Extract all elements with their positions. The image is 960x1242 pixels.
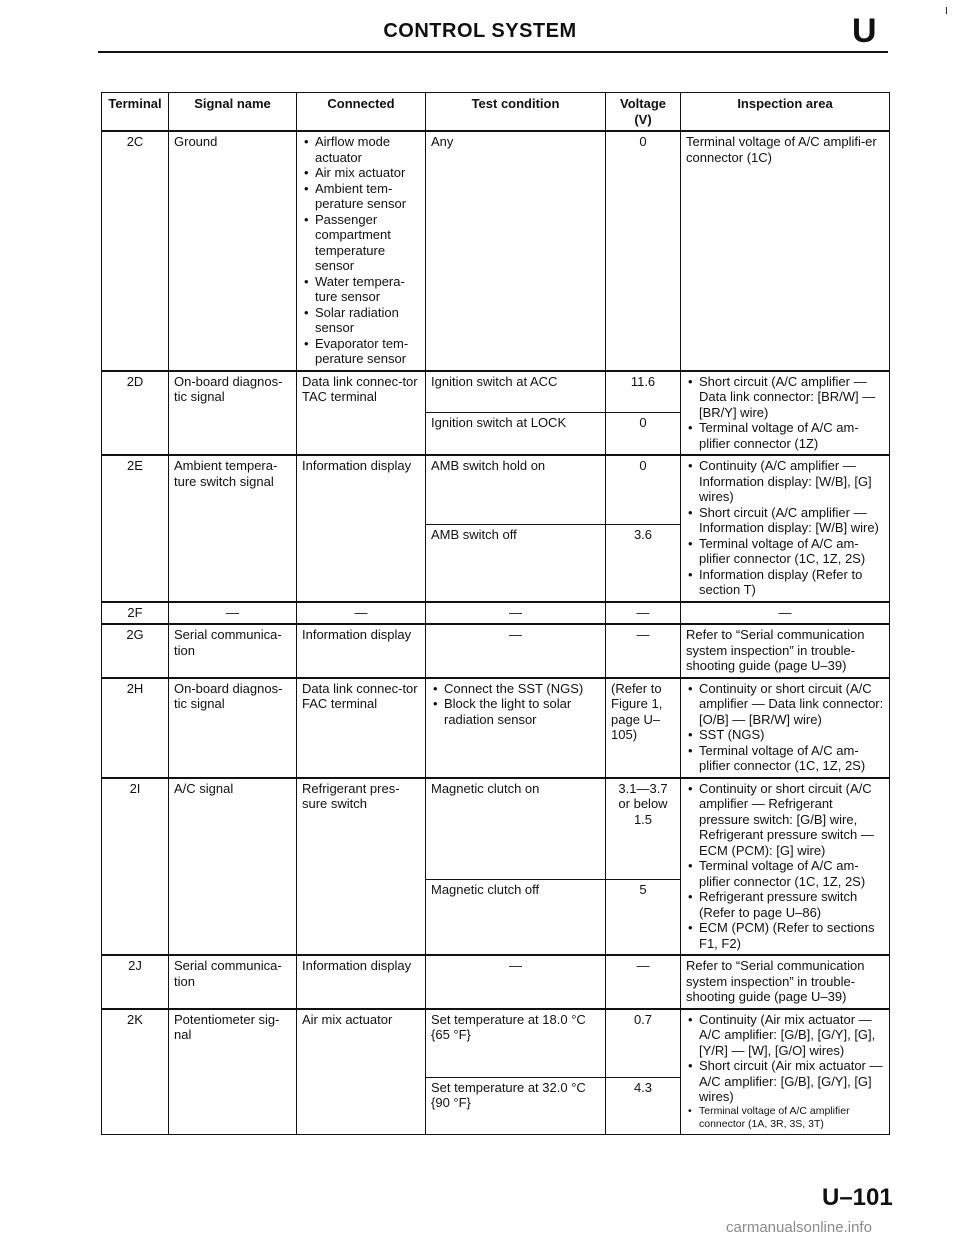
- inspection-area-cell: Refer to “Serial communication system inspection” in trouble-shooting guide (page U–39): [681, 624, 890, 678]
- terminal-cell: 2E: [102, 455, 169, 602]
- list-item: • Terminal voltage of A/C am-plifier connector (1C, 1Z, 2S): [686, 858, 884, 889]
- page-number: U–101: [822, 1184, 893, 1211]
- voltage-cell: —: [606, 602, 681, 625]
- voltage-cell: 0: [606, 131, 681, 371]
- test-condition-cell: —: [426, 955, 606, 1009]
- voltage-cell: 5: [606, 879, 681, 955]
- test-condition-cell: AMB switch hold on: [426, 455, 606, 525]
- list-item: • Terminal voltage of A/C am-plifier connector (1C, 1Z, 2S): [686, 536, 884, 567]
- list-item: • Continuity or short circuit (A/C amplifier — Refrigerant pressure switch: [G/B] wire, Refrigerant pressure switch — ECM (PCM): [G] wire): [686, 781, 884, 859]
- header-rule: [98, 51, 888, 53]
- inspection-area-cell: [681, 455, 890, 602]
- terminal-cell: 2J: [102, 955, 169, 1009]
- test-condition-cell: —: [426, 624, 606, 678]
- signal-name-cell: Ground: [169, 131, 297, 371]
- terminal-cell: 2K: [102, 1009, 169, 1135]
- list-item: • Passenger compartment temperature sensor: [302, 212, 420, 274]
- connected-cell: Information display: [297, 624, 426, 678]
- section-letter: U: [852, 12, 877, 50]
- list-item: • Refrigerant pressure switch (Refer to page U–86): [686, 889, 884, 920]
- test-condition-cell: Magnetic clutch off: [426, 879, 606, 955]
- list-item: • Airflow mode actuator: [302, 134, 420, 165]
- voltage-cell: 0.7: [606, 1009, 681, 1078]
- test-condition-cell: Any: [426, 131, 606, 371]
- table-row: [102, 678, 890, 778]
- inspection-area-cell: Terminal voltage of A/C amplifi-er connector (1C): [681, 131, 890, 371]
- connected-cell: —: [297, 602, 426, 625]
- voltage-cell: —: [606, 955, 681, 1009]
- column-header-signal-name: Signal name: [169, 93, 297, 132]
- column-header-voltage: Voltage (V): [606, 93, 681, 132]
- test-condition-cell: AMB switch off: [426, 525, 606, 602]
- list-item: • Information display (Refer to section T): [686, 567, 884, 598]
- inspection-area-cell: Refer to “Serial communication system inspection” in trouble-shooting guide (page U–39): [681, 955, 890, 1009]
- inspection-area-cell: [681, 1009, 890, 1135]
- column-header-inspection-area: Inspection area: [681, 93, 890, 132]
- list-item: • Ambient tem-perature sensor: [302, 181, 420, 212]
- list-item: • Short circuit (A/C amplifier — Information display: [W/B] wire): [686, 505, 884, 536]
- signal-name-cell: Ambient tempera-ture switch signal: [169, 455, 297, 602]
- terminal-cell: 2D: [102, 371, 169, 456]
- terminal-cell: 2G: [102, 624, 169, 678]
- terminal-cell: 2I: [102, 778, 169, 956]
- inspection-area-cell: [681, 678, 890, 778]
- test-condition-cell: [426, 678, 606, 778]
- table-row: [102, 1009, 890, 1078]
- connected-cell: Information display: [297, 955, 426, 1009]
- test-condition-cell: Set temperature at 32.0 °C {90 °F}: [426, 1077, 606, 1134]
- signal-name-cell: On-board diagnos-tic signal: [169, 371, 297, 456]
- table-row: [102, 778, 890, 880]
- page-title: CONTROL SYSTEM: [383, 20, 577, 42]
- list-item: • ECM (PCM) (Refer to sections F1, F2): [686, 920, 884, 951]
- column-header-terminal: Terminal: [102, 93, 169, 132]
- connected-cell: [297, 131, 426, 371]
- terminal-spec-table: [101, 92, 890, 1135]
- list-item: • Block the light to solar radiation sensor: [431, 696, 600, 727]
- connected-cell: Air mix actuator: [297, 1009, 426, 1135]
- list-item: • Short circuit (A/C amplifier — Data link connector: [BR/W] — [BR/Y] wire): [686, 374, 884, 421]
- table-row: [102, 371, 890, 413]
- voltage-cell: 4.3: [606, 1077, 681, 1134]
- signal-name-cell: Serial communica-tion: [169, 955, 297, 1009]
- list-item: • Evaporator tem-perature sensor: [302, 336, 420, 367]
- test-condition-cell: Magnetic clutch on: [426, 778, 606, 880]
- test-condition-cell: —: [426, 602, 606, 625]
- connected-cell: Data link connec-tor FAC terminal: [297, 678, 426, 778]
- signal-name-cell: On-board diagnos-tic signal: [169, 678, 297, 778]
- inspection-area-cell: [681, 371, 890, 456]
- voltage-cell: 11.6: [606, 371, 681, 413]
- voltage-cell: (Refer to Figure 1, page U–105): [606, 678, 681, 778]
- list-item: • Solar radiation sensor: [302, 305, 420, 336]
- connected-cell: Data link connec-tor TAC terminal: [297, 371, 426, 456]
- watermark: carmanualsonline.info: [726, 1219, 872, 1236]
- table-row: [102, 955, 890, 1009]
- signal-name-cell: A/C signal: [169, 778, 297, 956]
- signal-name-cell: —: [169, 602, 297, 625]
- table-header-row: [102, 93, 890, 132]
- test-condition-cell: Set temperature at 18.0 °C {65 °F}: [426, 1009, 606, 1078]
- table-row: [102, 624, 890, 678]
- list-item: • SST (NGS): [686, 727, 884, 743]
- list-item: • Terminal voltage of A/C amplifier connector (1A, 3R, 3S, 3T): [686, 1105, 884, 1131]
- list-item: • Continuity (A/C amplifier — Information display: [W/B], [G] wires): [686, 458, 884, 505]
- connected-cell: Information display: [297, 455, 426, 602]
- column-header-test-condition: Test condition: [426, 93, 606, 132]
- list-item: • Short circuit (Air mix actuator — A/C amplifier: [G/B], [G/Y], [G] wires): [686, 1058, 884, 1105]
- list-item: • Terminal voltage of A/C am-plifier connector (1C, 1Z, 2S): [686, 743, 884, 774]
- list-item: • Air mix actuator: [302, 165, 420, 181]
- voltage-cell: —: [606, 624, 681, 678]
- column-header-connected: Connected: [297, 93, 426, 132]
- voltage-cell: 0: [606, 455, 681, 525]
- table-row: [102, 602, 890, 625]
- test-condition-cell: Ignition switch at ACC: [426, 371, 606, 413]
- terminal-cell: 2F: [102, 602, 169, 625]
- inspection-area-cell: —: [681, 602, 890, 625]
- signal-name-cell: Potentiometer sig-nal: [169, 1009, 297, 1135]
- voltage-cell: 3.6: [606, 525, 681, 602]
- signal-name-cell: Serial communica-tion: [169, 624, 297, 678]
- table-row: [102, 131, 890, 371]
- corner-mark: I: [945, 6, 948, 17]
- connected-cell: Refrigerant pres-sure switch: [297, 778, 426, 956]
- terminal-cell: 2C: [102, 131, 169, 371]
- terminal-cell: 2H: [102, 678, 169, 778]
- table-row: [102, 455, 890, 525]
- voltage-cell: 3.1—3.7 or below 1.5: [606, 778, 681, 880]
- list-item: • Connect the SST (NGS): [431, 681, 600, 697]
- voltage-cell: 0: [606, 413, 681, 455]
- list-item: • Water tempera-ture sensor: [302, 274, 420, 305]
- list-item: • Terminal voltage of A/C am-plifier connector (1Z): [686, 420, 884, 451]
- test-condition-cell: Ignition switch at LOCK: [426, 413, 606, 455]
- list-item: • Continuity or short circuit (A/C amplifier — Data link connector: [O/B] — [BR/W] wire): [686, 681, 884, 728]
- inspection-area-cell: [681, 778, 890, 956]
- list-item: • Continuity (Air mix actuator — A/C amplifier: [G/B], [G/Y], [G], [Y/R] — [W], [G/O] wires): [686, 1012, 884, 1059]
